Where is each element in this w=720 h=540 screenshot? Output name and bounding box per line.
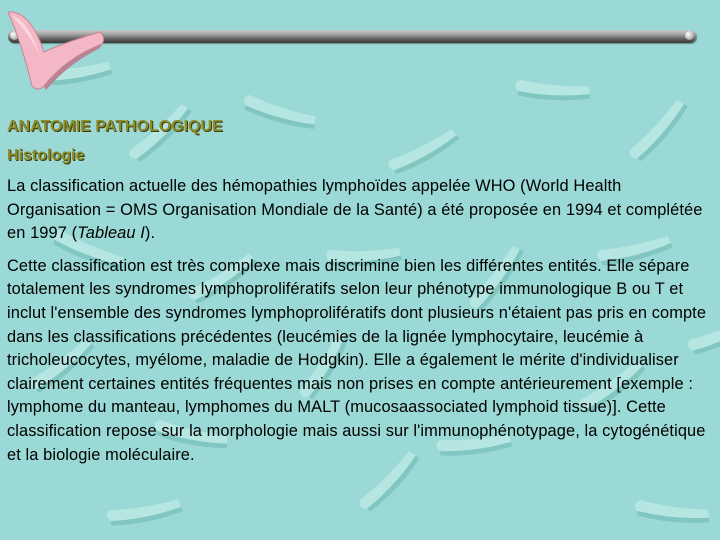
section-title: ANATOMIE PATHOLOGIQUE (7, 118, 223, 135)
paragraph-1-text: La classification actuelle des hémopathies lymphoïdes appelée WHO (World Health Organisation = OMS Organisation Mondiale de la Santé) a été proposée en 1994 et complétée en 1997 ( (7, 177, 703, 243)
paragraph-classification-details: Cette classification est très complexe mais discrimine bien les différentes entités. Elle sépare totalement les syndromes lymphoprolifératifs selon leur phénotype immunologique B ou T et inclut l'ensemble des syndromes lymphoprolifératifs dont plusieurs n'étaient pas pris en compte dans les classifications précédentes (leucémies de la lignée lymphocytaire, leucémie à tricholeucocytes, myélome, maladie de Hodgkin). Elle a également le mérite d'individualiser clairement certaines entités fréquentes mais non prises en compte antérieurement [exemple : lymphome du manteau, lymphomes du MALT (mucosaassociated lymphoid tissue)]. Cette classification repose sur la morphologie mais aussi sur l'immunophénotypage, la cytogénétique et la biologie moléculaire. (7, 256, 707, 464)
pink-boomerang-logo (0, 0, 110, 110)
title-bar (8, 30, 696, 43)
table-reference: Tableau I (77, 224, 145, 243)
section-subtitle: Histologie (7, 147, 85, 164)
paragraph-1-end: ). (144, 224, 156, 243)
title-bar-right-cap (685, 31, 694, 40)
paragraph-classification-intro (7, 175, 713, 246)
slide-content (7, 118, 713, 467)
